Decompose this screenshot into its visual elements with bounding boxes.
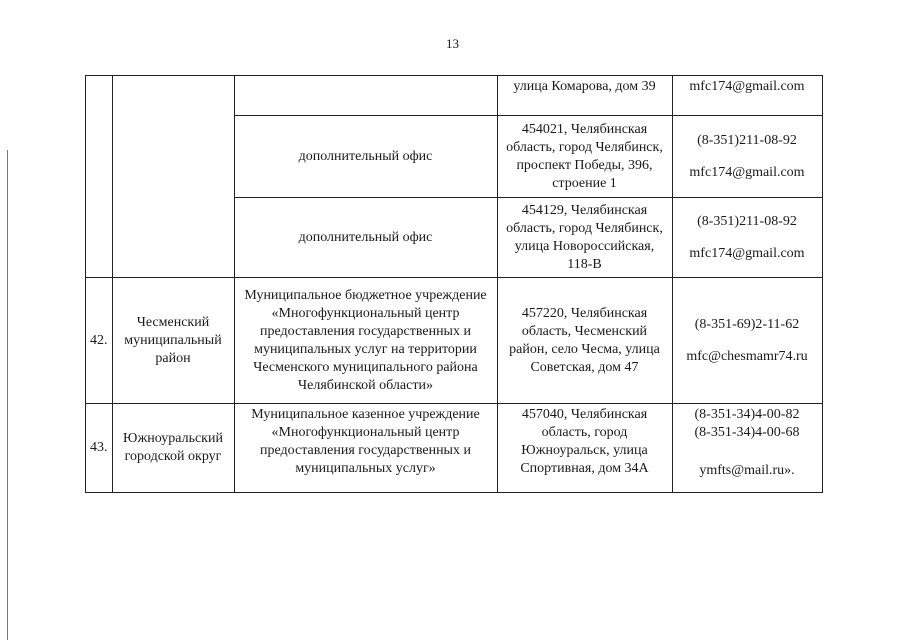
organization-cell <box>234 198 497 278</box>
address-line: область, Чесменский <box>521 323 648 339</box>
spacer <box>677 231 818 245</box>
page-number: 13 <box>446 36 459 51</box>
email-text: mfc174@gmail.com <box>689 79 805 94</box>
address-line: строение 1 <box>552 175 617 191</box>
organization-line: дополнительный офис <box>298 148 433 164</box>
organization-cell <box>234 404 497 493</box>
district-name-line: район <box>155 350 191 366</box>
row-number-cell <box>86 76 113 278</box>
district-name-line: Южноуральский <box>123 431 223 446</box>
email-text: mfc174@gmail.com <box>689 164 805 180</box>
scan-edge-line <box>7 150 8 640</box>
address-line: Спортивная, дом 34А <box>520 461 649 476</box>
district-name-line: городской округ <box>124 449 222 464</box>
district-name-line: Чесменский <box>136 314 210 330</box>
row-number-cell: 43. <box>86 404 113 493</box>
address-line: 457040, Челябинская <box>521 407 648 422</box>
address-line: область, город Челябинск, <box>506 220 663 236</box>
organization-line: «Многофункциональный центр <box>271 425 460 440</box>
contact-cell <box>672 116 822 198</box>
address-line: 454021, Челябинская <box>521 121 648 137</box>
district-name-line: муниципальный <box>124 332 222 348</box>
table-row <box>86 404 823 493</box>
organization-line: муниципальных услуг на территории <box>254 341 477 357</box>
address-line: Советская, дом 47 <box>530 359 639 375</box>
organization-line: предоставления государственных и <box>260 443 471 458</box>
row-number-cell: 42. <box>86 278 113 404</box>
organization-line: Чесменского муниципального района <box>253 359 478 375</box>
address-line: район, село Чесма, улица <box>509 341 660 357</box>
address-cell <box>497 404 672 493</box>
organization-line: Муниципальное бюджетное учреждение <box>244 287 487 303</box>
address-cell <box>497 76 672 116</box>
address-line: область, город <box>541 425 628 440</box>
address-cell <box>497 116 672 198</box>
organization-line: Муниципальное казенное учреждение <box>251 407 480 422</box>
table-row <box>86 76 823 116</box>
phone-text: (8-351)211-08-92 <box>697 132 797 148</box>
phone-text: (8-351-34)4-00-68 <box>694 425 800 440</box>
address-line: Южноуральск, улица <box>521 443 648 458</box>
phone-text: (8-351)211-08-92 <box>697 213 797 229</box>
address-line: проспект Победы, 396, <box>516 157 653 173</box>
phone-text: (8-351-34)4-00-82 <box>694 407 800 422</box>
organization-line: Челябинской области» <box>298 377 433 393</box>
table-row <box>86 278 823 404</box>
phone-text: (8-351-69)2-11-62 <box>694 316 800 332</box>
contact-cell <box>672 198 822 278</box>
spacer <box>677 334 818 348</box>
organization-line: предоставления государственных и <box>260 323 471 339</box>
contact-cell <box>672 76 822 116</box>
organization-line: «Многофункциональный центр <box>271 305 460 321</box>
email-text: ymfts@mail.ru». <box>699 463 795 478</box>
district-name-cell <box>112 278 234 404</box>
address-line: 118-В <box>567 256 602 272</box>
spacer <box>677 442 818 462</box>
address-cell <box>497 198 672 278</box>
organization-cell <box>234 116 497 198</box>
address-line: 457220, Челябинская <box>521 305 648 321</box>
contact-cell <box>672 404 822 493</box>
organization-cell <box>234 76 497 116</box>
address-line: 454129, Челябинская <box>521 202 648 218</box>
spacer <box>677 150 818 164</box>
address-line: улица Новороссийская, <box>514 238 655 254</box>
address-line: область, город Челябинск, <box>506 139 663 155</box>
district-name-cell <box>112 76 234 278</box>
organization-line: муниципальных услуг» <box>295 461 436 476</box>
email-text: mfc@chesmamr74.ru <box>686 348 808 364</box>
address-line: улица Комарова, дом 39 <box>513 79 656 94</box>
email-text: mfc174@gmail.com <box>689 245 805 261</box>
mfc-registry-table <box>85 75 823 493</box>
contact-cell <box>672 278 822 404</box>
organization-line: дополнительный офис <box>298 229 433 245</box>
address-cell <box>497 278 672 404</box>
district-name-cell <box>112 404 234 493</box>
organization-cell <box>234 278 497 404</box>
